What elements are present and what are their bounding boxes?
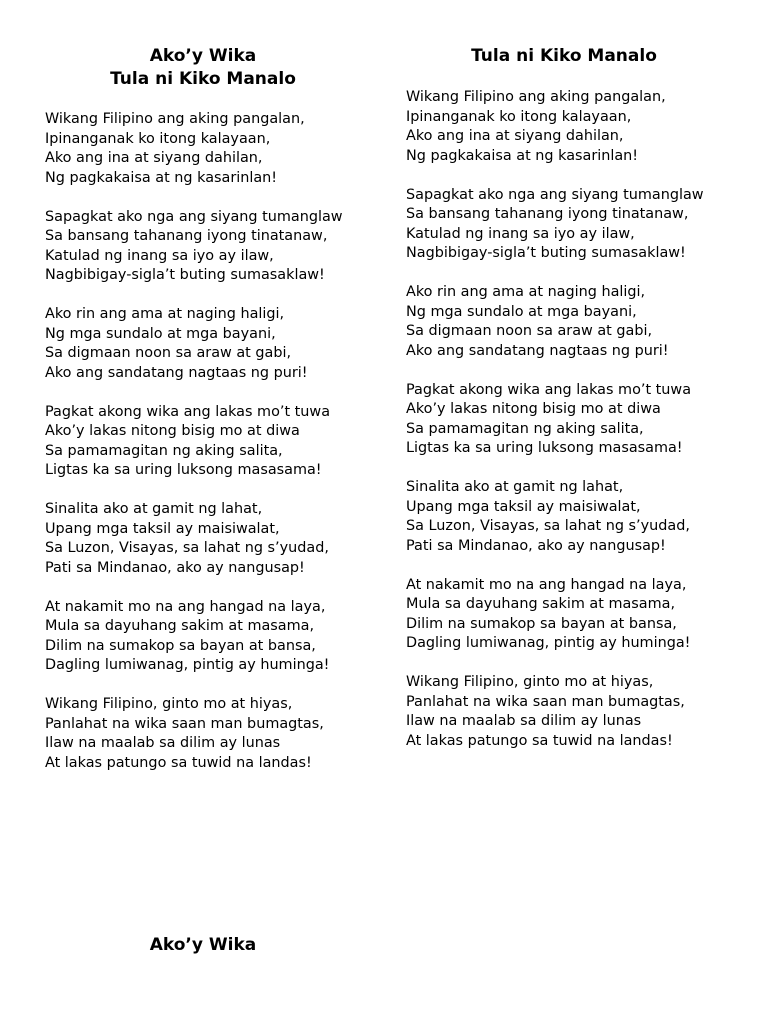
right-poem-line: Ako rin ang ama at naging haligi, (406, 284, 646, 300)
left-poem-line: Sapagkat ako nga ang siyang tumanglaw (45, 208, 343, 225)
right-poem-line: Ng mga sundalo at mga bayani, (406, 303, 637, 320)
left-poem-line: Ilaw na maalab sa dilim ay lunas (45, 735, 281, 751)
left-poem-line: Nagbibigay-sigla’t buting sumasaklaw! (45, 267, 325, 283)
left-stanza (45, 695, 365, 773)
left-stanza (45, 110, 365, 188)
right-poem-line: Sa bansang tahanang iyong tinatanaw, (406, 206, 689, 222)
right-stanza (406, 381, 746, 459)
right-stanza (406, 576, 746, 654)
left-poem-line: Pagkat akong wika ang lakas mo’t tuwa (45, 403, 331, 420)
right-title: Tula ni Kiko Manalo (471, 46, 657, 66)
right-poem-line: Ipinanganak ko itong kalayaan, (406, 108, 632, 125)
right-poem-line: Sa Luzon, Visayas, sa lahat ng s’yudad, (406, 518, 690, 534)
right-poem-line: Ilaw na maalab sa dilim ay lunas (406, 713, 642, 729)
left-poem-line: Panlahat na wika saan man bumagtas, (45, 715, 324, 732)
right-poem-line: Ng pagkakaisa at ng kasarinlan! (406, 147, 639, 164)
left-title-line1: Ako’y Wika (149, 46, 257, 66)
left-title-block (0, 45, 406, 91)
left-poem-line: At lakas patungo sa tuwid na landas! (45, 754, 312, 771)
right-poem-line: Nagbibigay-sigla’t buting sumasaklaw! (406, 245, 686, 261)
left-poem-line: Ako rin ang ama at naging haligi, (45, 306, 285, 322)
left-stanza (45, 305, 365, 383)
left-poem-line: Katulad ng inang sa iyo ay ilaw, (45, 247, 274, 264)
left-stanza (45, 598, 365, 676)
right-poem-line: Wikang Filipino ang aking pangalan, (406, 89, 666, 105)
left-poem-line: Ng mga sundalo at mga bayani, (45, 325, 276, 342)
right-stanza (406, 673, 746, 751)
right-poem-line: Ako’y lakas nitong bisig mo at diwa (406, 401, 661, 417)
footer-title: Ako’y Wika (149, 935, 257, 955)
left-poem-line: Sa pamamagitan ng aking salita, (45, 442, 283, 459)
left-poem-line: Sa bansang tahanang iyong tinatanaw, (45, 228, 328, 244)
right-poem-line: Sa pamamagitan ng aking salita, (406, 420, 644, 437)
right-poem-line: Pati sa Mindanao, ako ay nangusap! (406, 537, 666, 554)
left-poem-line: Ligtas ka sa uring luksong masasama! (45, 462, 322, 478)
right-poem-line: Sa digmaan noon sa araw at gabi, (406, 323, 653, 339)
right-poem-line: At nakamit mo na ang hangad na laya, (406, 576, 687, 593)
right-poem-line: Sapagkat ako nga ang siyang tumanglaw (406, 186, 704, 203)
right-stanza (406, 478, 746, 556)
left-poem-line: Pati sa Mindanao, ako ay nangusap! (45, 559, 305, 576)
left-poem-line: Dagling lumiwanag, pintig ay huminga! (45, 657, 330, 673)
left-stanza (45, 403, 365, 481)
left-poem-line: At nakamit mo na ang hangad na laya, (45, 598, 326, 615)
right-poem-line: Ligtas ka sa uring luksong masasama! (406, 440, 683, 456)
left-poem-line: Ako’y lakas nitong bisig mo at diwa (45, 423, 300, 439)
right-poem-line: Pagkat akong wika ang lakas mo’t tuwa (406, 381, 692, 398)
right-poem-line: Katulad ng inang sa iyo ay ilaw, (406, 225, 635, 242)
right-poem-line: Panlahat na wika saan man bumagtas, (406, 693, 685, 710)
right-poem-line: Dilim na sumakop sa bayan at bansa, (406, 615, 677, 632)
left-poem-line: Ako ang sandatang nagtaas ng puri! (45, 364, 308, 381)
left-stanza (45, 208, 365, 286)
left-poem-line: Dilim na sumakop sa bayan at bansa, (45, 637, 316, 654)
left-title-line2: Tula ni Kiko Manalo (110, 69, 296, 89)
left-poem-line: Wikang Filipino ang aking pangalan, (45, 111, 305, 127)
right-stanza (406, 186, 746, 264)
right-title-block (406, 45, 722, 68)
left-poem-line: Upang mga taksil ay maisiwalat, (45, 520, 280, 537)
right-poem-line: Wikang Filipino, ginto mo at hiyas, (406, 674, 654, 690)
right-poem-line: Sinalita ako at gamit ng lahat, (406, 479, 624, 495)
right-poem-line: Mula sa dayuhang sakim at masama, (406, 596, 676, 612)
left-poem-line: Ako ang ina at siyang dahilan, (45, 150, 263, 166)
left-stanzas (45, 110, 365, 793)
left-poem-line: Ipinanganak ko itong kalayaan, (45, 130, 271, 147)
right-stanzas (406, 88, 746, 771)
right-poem-line: Upang mga taksil ay maisiwalat, (406, 498, 641, 515)
left-poem-line: Wikang Filipino, ginto mo at hiyas, (45, 696, 293, 712)
right-poem-line: Ako ang sandatang nagtaas ng puri! (406, 342, 669, 359)
right-poem-line: At lakas patungo sa tuwid na landas! (406, 732, 673, 749)
left-poem-line: Mula sa dayuhang sakim at masama, (45, 618, 315, 634)
right-stanza (406, 88, 746, 166)
right-poem-line: Dagling lumiwanag, pintig ay huminga! (406, 635, 691, 651)
left-poem-line: Sinalita ako at gamit ng lahat, (45, 501, 263, 517)
left-stanza (45, 500, 365, 578)
left-poem-line: Sa digmaan noon sa araw at gabi, (45, 345, 292, 361)
right-poem-line: Ako ang ina at siyang dahilan, (406, 128, 624, 144)
left-poem-line: Ng pagkakaisa at ng kasarinlan! (45, 169, 278, 186)
right-stanza (406, 283, 746, 361)
left-poem-line: Sa Luzon, Visayas, sa lahat ng s’yudad, (45, 540, 329, 556)
